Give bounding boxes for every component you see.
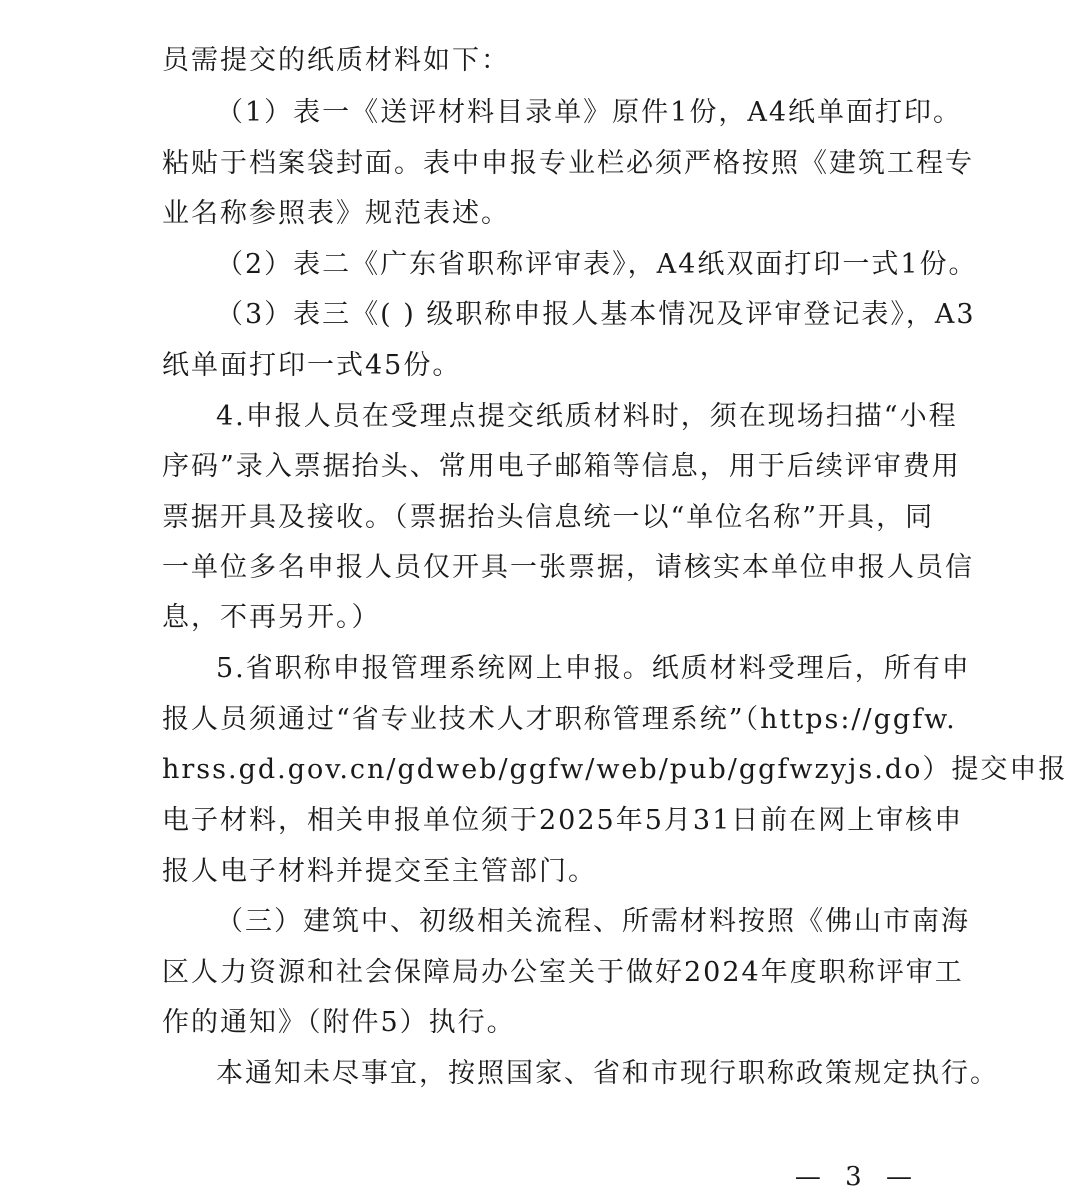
text-line-18: （三）建筑中、初级相关流程、所需材料按照《佛山市南海	[216, 906, 970, 937]
text-line-15: hrss.gd.gov.cn/gdweb/ggfw/web/pub/ggfwzyjs.do）提交申报	[162, 754, 1068, 785]
text-line-19: 区人力资源和社会保障局办公室关于做好2024年度职称评审工	[162, 957, 964, 988]
text-line-7: 纸单面打印一式45份。	[162, 350, 462, 381]
text-line-14: 报人员须通过“省专业技术人才职称管理系统”（https://ggfw.	[162, 704, 957, 735]
text-line-17: 报人电子材料并提交至主管部门。	[162, 856, 597, 887]
text-line-11: 一单位多名申报人员仅开具一张票据，请核实本单位申报人员信	[162, 552, 974, 583]
text-line-9: 序码”录入票据抬头、常用电子邮箱等信息，用于后续评审费用	[162, 451, 961, 482]
text-line-21: 本通知未尽事宜，按照国家、省和市现行职称政策规定执行。	[216, 1058, 999, 1089]
page-number: — 3 —	[794, 1162, 920, 1192]
text-line-13: 5.省职称申报管理系统网上申报。纸质材料受理后，所有申	[216, 653, 971, 684]
text-line-1: 员需提交的纸质材料如下：	[162, 45, 510, 76]
text-line-10: 票据开具及接收。（票据抬头信息统一以“单位名称”开具，同	[162, 502, 935, 533]
text-line-3: 粘贴于档案袋封面。表中申报专业栏必须严格按照《建筑工程专	[162, 148, 974, 179]
text-line-16: 电子材料，相关申报单位须于2025年5月31日前在网上审核申	[162, 805, 964, 836]
text-line-20: 作的通知》（附件5）执行。	[162, 1007, 516, 1038]
text-line-12: 息，不再另开。）	[162, 602, 381, 633]
text-line-8: 4.申报人员在受理点提交纸质材料时，须在现场扫描“小程	[216, 401, 958, 432]
text-line-2: （1）表一《送评材料目录单》原件1份，A4纸单面打印。	[216, 97, 963, 128]
text-line-5: （2）表二《广东省职称评审表》，A4纸双面打印一式1份。	[216, 249, 978, 280]
text-line-4: 业名称参照表》规范表述。	[162, 198, 510, 229]
text-line-6: （3）表三《( ) 级职称申报人基本情况及评审登记表》，A3	[216, 299, 976, 330]
